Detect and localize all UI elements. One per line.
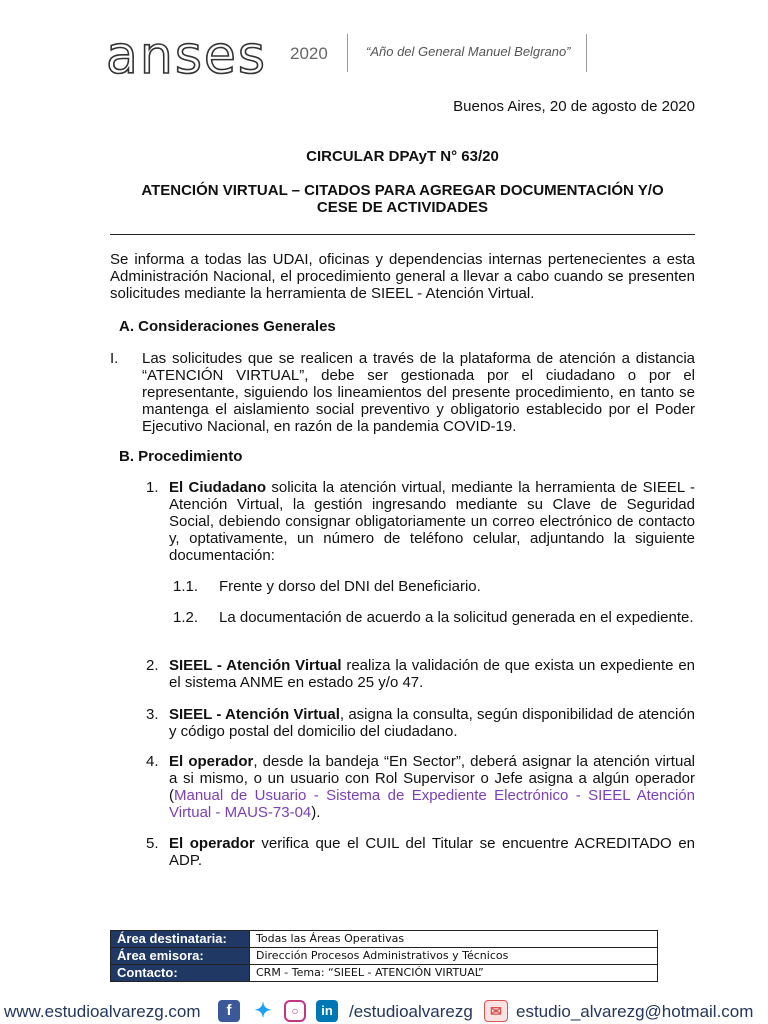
footer-email-link[interactable]: estudio_alvarezg@hotmail.com xyxy=(516,1002,754,1021)
substep-1-2: La documentación de acuerdo a la solicitud generada en el expediente. xyxy=(219,609,694,626)
step-text: realiza la validación de que exista un expediente en el sistema ANME en estado 25 y/o 47. xyxy=(169,657,695,691)
step-actor: SIEEL - Atención Virtual xyxy=(169,706,340,723)
manual-link[interactable]: Manual de Usuario - Sistema de Expediente Electrónico - SIEEL Atención Virtual - MAUS-73-04 xyxy=(169,787,695,821)
step-text: , asigna la consulta, según disponibilidad de atención y código postal del domicilio del ciudadano. xyxy=(169,706,695,740)
email-icon[interactable]: ✉ xyxy=(484,1000,508,1022)
step-text: verifica que el CUIL del Titular se encuentre ACREDITADO en ADP. xyxy=(169,835,696,869)
footer-handle-link[interactable]: /estudioalvarezg xyxy=(349,1002,473,1021)
table-row xyxy=(111,965,658,982)
step-text-tail: ). xyxy=(311,804,321,821)
footer-website-link[interactable]: www.estudioalvarezg.com xyxy=(4,1002,201,1021)
step-number: 2. xyxy=(146,657,159,674)
document-date: Buenos Aires, 20 de agosto de 2020 xyxy=(453,98,695,115)
step-text: solicita la atención virtual, mediante la herramienta de SIEEL - Atención Virtual, la gestión ingresando mediante su Clave de Seguridad Social, debiendo consignar obligatoriamente un correo electrónico de contacto y, optativamente, un número de teléfono celular, adjuntando la siguiente documentación: xyxy=(169,479,695,564)
header-divider-left xyxy=(347,34,348,72)
table-row xyxy=(111,931,658,948)
step-actor: El operador xyxy=(169,835,255,852)
substep-number: 1.1. xyxy=(173,578,199,595)
instagram-icon[interactable]: ○ xyxy=(284,1000,306,1022)
step-actor: El operador xyxy=(169,753,254,770)
table-label: Área emisora: xyxy=(111,948,250,965)
table-value: CRM - Tema: “SIEEL - ATENCIÓN VIRTUAL” xyxy=(250,965,658,982)
step-number: 4. xyxy=(146,753,159,770)
linkedin-icon[interactable]: in xyxy=(316,1000,338,1022)
step-number: 5. xyxy=(146,835,159,852)
header-year: 2020 xyxy=(290,44,328,63)
table-label: Área destinataria: xyxy=(111,931,250,948)
facebook-icon[interactable]: f xyxy=(218,1000,240,1022)
step-5 xyxy=(169,835,695,869)
step-text: , desde la bandeja “En Sector”, deberá asignar la atención virtual a si mismo, o un usuario con Rol Supervisor o Jefe asigna a algún operador ( xyxy=(169,753,695,804)
step-actor: SIEEL - Atención Virtual xyxy=(169,657,342,674)
circular-info-table xyxy=(110,930,658,982)
step-2 xyxy=(169,657,695,691)
step-4 xyxy=(169,753,695,821)
header-divider-right xyxy=(586,34,587,72)
step-number: 3. xyxy=(146,706,159,723)
roman-numeral: I. xyxy=(110,350,119,367)
intro-paragraph: Se informa a todas las UDAI, oficinas y dependencias internas pertenecientes a esta Administración Nacional, el procedimiento general a llevar a cabo cuando se presenten solicitudes mediante la herramienta de SIEEL - Atención Virtual. xyxy=(110,251,695,302)
twitter-icon[interactable]: ✦ xyxy=(254,1000,272,1022)
section-a-heading: A. Consideraciones Generales xyxy=(119,318,336,335)
substep-number: 1.2. xyxy=(173,609,199,626)
step-actor: El Ciudadano xyxy=(169,479,267,496)
step-3 xyxy=(169,706,695,740)
section-b-heading: B. Procedimiento xyxy=(119,448,243,465)
anses-logo: anses xyxy=(106,26,267,86)
header-motto: “Año del General Manuel Belgrano” xyxy=(366,44,571,59)
step-number: 1. xyxy=(146,479,159,496)
table-label: Contacto: xyxy=(111,965,250,982)
step-1 xyxy=(169,479,695,564)
section-a-paragraph: Las solicitudes que se realicen a través de la plataforma de atención a distancia “ATENCIÓN VIRTUAL”, debe ser gestionada por el ciudadano o por el representante, siguiendo los lineamientos del presente procedimiento, en tanto se mantenga el aislamiento social preventivo y obligatorio establecido por el Poder Ejecutivo Nacional, en razón de la pandemia COVID-19. xyxy=(142,350,695,435)
title-divider xyxy=(110,234,695,235)
circular-title: CIRCULAR DPAyT N° 63/20 xyxy=(306,148,499,165)
substep-1-1: Frente y dorso del DNI del Beneficiario. xyxy=(219,578,481,595)
subject-line-2: CESE DE ACTIVIDADES xyxy=(316,199,489,216)
subject-line-1: ATENCIÓN VIRTUAL – CITADOS PARA AGREGAR DOCUMENTACIÓN Y/O xyxy=(141,182,664,199)
table-row xyxy=(111,948,658,965)
table-value: Dirección Procesos Administrativos y Técnicos xyxy=(250,948,658,965)
table-value: Todas las Áreas Operativas xyxy=(250,931,658,948)
